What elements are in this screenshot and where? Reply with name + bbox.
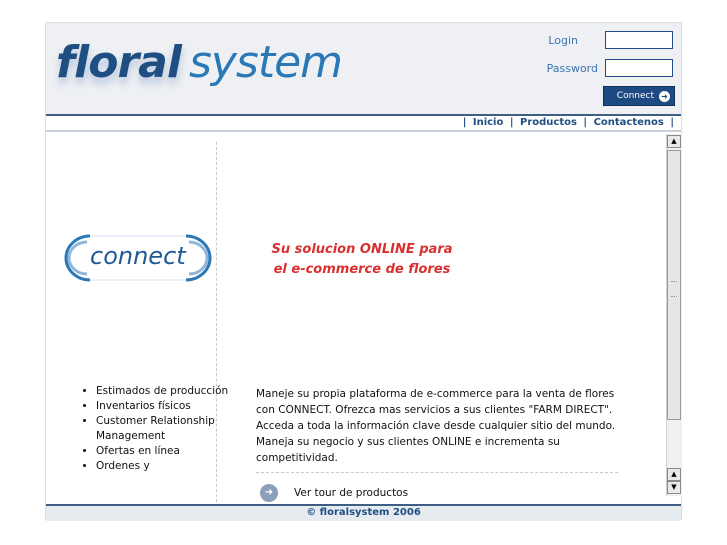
scroll-grip-icon bbox=[671, 281, 677, 297]
main-content bbox=[46, 134, 666, 504]
tour-link-label: Ver tour de productos bbox=[294, 487, 409, 499]
connect-logo-text: connect bbox=[90, 242, 186, 270]
connect-button[interactable] bbox=[603, 86, 675, 106]
scroll-down-button[interactable]: ▼ bbox=[667, 481, 681, 494]
copyright-text: © floralsystem 2006 bbox=[306, 507, 421, 518]
feature-item: • Ofertas en línea bbox=[96, 444, 256, 459]
login-label: Login bbox=[548, 34, 578, 47]
password-label: Password bbox=[546, 62, 598, 75]
tagline-line-1: Su solucion ONLINE para bbox=[271, 242, 453, 257]
tagline bbox=[242, 240, 482, 280]
horizontal-divider bbox=[256, 472, 618, 473]
connect-logo bbox=[60, 230, 216, 286]
scroll-up-button[interactable]: ▲ bbox=[667, 135, 681, 148]
page-frame bbox=[45, 22, 682, 520]
feature-list bbox=[66, 384, 256, 474]
feature-item: • Customer Relationship Management bbox=[96, 414, 256, 444]
scroll-up-button-bottom[interactable]: ▲ bbox=[667, 468, 681, 481]
tour-link[interactable] bbox=[260, 484, 408, 502]
password-input[interactable] bbox=[605, 59, 673, 77]
logo-part-system: system bbox=[188, 37, 343, 88]
header bbox=[46, 23, 681, 114]
product-description: Maneje su propia plataforma de e-commerce para la venta de flores con CONNECT. Ofrezca mas servicios a sus clientes "FARM DIRECT". Acceda a toda la información clave desde cualquier sitio del mundo. Maneja su negocio y sus clientes ONLINE e incrementa su competitividad. bbox=[256, 388, 616, 464]
tagline-line-2: el e-commerce de flores bbox=[273, 262, 451, 277]
login-input[interactable] bbox=[605, 31, 673, 49]
arrow-right-circle-icon: ➜ bbox=[260, 484, 278, 502]
nav-link-productos[interactable]: Productos bbox=[519, 117, 577, 128]
feature-item: • Inventarios físicos bbox=[96, 399, 256, 414]
scroll-thumb[interactable] bbox=[667, 150, 681, 420]
logo-part-floral: floral bbox=[56, 37, 181, 88]
feature-item: • Ordenes y bbox=[96, 459, 256, 474]
floralsystem-logo[interactable] bbox=[56, 37, 342, 88]
nav-separator: | bbox=[583, 117, 588, 128]
top-nav bbox=[46, 114, 681, 132]
nav-separator: | bbox=[509, 117, 514, 128]
nav-link-inicio[interactable]: Inicio bbox=[472, 117, 504, 128]
connect-button-label: Connect bbox=[616, 91, 654, 101]
feature-item: • Estimados de producción bbox=[96, 384, 256, 399]
arrow-right-icon: ➜ bbox=[659, 91, 670, 102]
vertical-scrollbar[interactable] bbox=[666, 134, 682, 496]
nav-link-contactenos[interactable]: Contactenos bbox=[593, 117, 664, 128]
nav-separator: | bbox=[462, 117, 467, 128]
footer bbox=[46, 504, 681, 521]
nav-separator: | bbox=[670, 117, 674, 128]
